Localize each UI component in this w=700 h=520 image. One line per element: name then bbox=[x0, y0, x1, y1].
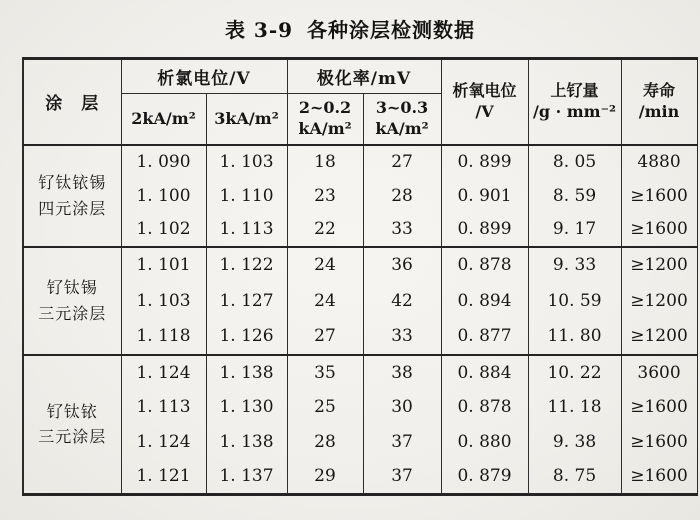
header-ru-loading: 上钌量 /g · mm⁻² bbox=[528, 59, 621, 145]
table-cell: 1. 124 bbox=[121, 425, 206, 460]
table-cell: 38 bbox=[363, 355, 441, 390]
table-cell: 1. 102 bbox=[121, 213, 206, 247]
group-label-ru-ti-ir: 钌钛铱 三元涂层 bbox=[23, 355, 121, 495]
header-polarization: 极化率/mV bbox=[287, 59, 441, 94]
table-cell: 1. 100 bbox=[121, 179, 206, 213]
table-cell: 1. 110 bbox=[206, 179, 287, 213]
table-cell: 1. 101 bbox=[121, 247, 206, 283]
table-cell: 1. 103 bbox=[121, 283, 206, 319]
header-sub-2-02: 2~0.2 kA/m² bbox=[287, 94, 363, 145]
table-cell: 3600 bbox=[621, 355, 697, 390]
table-cell: 22 bbox=[287, 213, 363, 247]
group-label-ru-ti-sn: 钌钛锡 三元涂层 bbox=[23, 247, 121, 355]
table-cell: 0. 901 bbox=[441, 179, 528, 213]
table-cell: 0. 894 bbox=[441, 283, 528, 319]
table-row bbox=[23, 319, 697, 355]
table-cell: 1. 090 bbox=[121, 145, 206, 179]
table-cell: 0. 878 bbox=[441, 247, 528, 283]
table-cell: 23 bbox=[287, 179, 363, 213]
table-cell: ≥1600 bbox=[621, 390, 697, 425]
table-cell: 8. 59 bbox=[528, 179, 621, 213]
table-cell: ≥1200 bbox=[621, 247, 697, 283]
header-coating: 涂 层 bbox=[23, 59, 121, 145]
header-lifetime: 寿命 /min bbox=[621, 59, 697, 145]
table-cell: 24 bbox=[287, 283, 363, 319]
table-cell: ≥1600 bbox=[621, 460, 697, 495]
table-cell: 42 bbox=[363, 283, 441, 319]
table-cell: 1. 138 bbox=[206, 425, 287, 460]
table-cell: 37 bbox=[363, 425, 441, 460]
header-o2-potential: 析氧电位 /V bbox=[441, 59, 528, 145]
table-cell: 1. 113 bbox=[206, 213, 287, 247]
header-sub-2ka: 2kA/m² bbox=[121, 94, 206, 145]
table-cell: 18 bbox=[287, 145, 363, 179]
table-cell: 33 bbox=[363, 319, 441, 355]
table-cell: 1. 103 bbox=[206, 145, 287, 179]
table-cell: 28 bbox=[287, 425, 363, 460]
title-text: 各种涂层检测数据 bbox=[307, 18, 476, 42]
table-cell: 36 bbox=[363, 247, 441, 283]
table-row bbox=[23, 179, 697, 213]
table-cell: 30 bbox=[363, 390, 441, 425]
table-cell: 1. 124 bbox=[121, 355, 206, 390]
table-cell: 1. 122 bbox=[206, 247, 287, 283]
table-cell: 1. 113 bbox=[121, 390, 206, 425]
table-cell: 0. 880 bbox=[441, 425, 528, 460]
table-cell: 11. 18 bbox=[528, 390, 621, 425]
table-row bbox=[23, 355, 697, 390]
table-row bbox=[23, 247, 697, 283]
table-cell: ≥1200 bbox=[621, 283, 697, 319]
table-cell: 9. 38 bbox=[528, 425, 621, 460]
table-cell: 4880 bbox=[621, 145, 697, 179]
table-row bbox=[23, 213, 697, 247]
header-cl-potential: 析氯电位/V bbox=[121, 59, 287, 94]
table-cell: 0. 879 bbox=[441, 460, 528, 495]
table-cell: ≥1600 bbox=[621, 425, 697, 460]
data-table bbox=[22, 57, 698, 496]
table-cell: 0. 899 bbox=[441, 213, 528, 247]
table-cell: 10. 59 bbox=[528, 283, 621, 319]
table-cell: 9. 17 bbox=[528, 213, 621, 247]
table-cell: 9. 33 bbox=[528, 247, 621, 283]
table-cell: 1. 130 bbox=[206, 390, 287, 425]
table-cell: 35 bbox=[287, 355, 363, 390]
table-cell: 28 bbox=[363, 179, 441, 213]
table-cell: 37 bbox=[363, 460, 441, 495]
table-row bbox=[23, 390, 697, 425]
table-cell: 0. 877 bbox=[441, 319, 528, 355]
table-cell: 0. 884 bbox=[441, 355, 528, 390]
table-cell: ≥1200 bbox=[621, 319, 697, 355]
table-cell: ≥1600 bbox=[621, 179, 697, 213]
table-cell: 24 bbox=[287, 247, 363, 283]
table-row bbox=[23, 283, 697, 319]
table-cell: 11. 80 bbox=[528, 319, 621, 355]
table-cell: 27 bbox=[287, 319, 363, 355]
table-cell: ≥1600 bbox=[621, 213, 697, 247]
table-cell: 1. 126 bbox=[206, 319, 287, 355]
table-number: 表 3-9 bbox=[224, 18, 294, 42]
table-cell: 10. 22 bbox=[528, 355, 621, 390]
table-row bbox=[23, 425, 697, 460]
page-title bbox=[0, 14, 700, 43]
table-cell: 27 bbox=[363, 145, 441, 179]
table-cell: 1. 127 bbox=[206, 283, 287, 319]
group-label-quaternary: 钌钛铱锡 四元涂层 bbox=[23, 145, 121, 247]
header-sub-3-03: 3~0.3 kA/m² bbox=[363, 94, 441, 145]
table-cell: 8. 05 bbox=[528, 145, 621, 179]
table-cell: 29 bbox=[287, 460, 363, 495]
table-cell: 1. 118 bbox=[121, 319, 206, 355]
table-cell: 0. 899 bbox=[441, 145, 528, 179]
header-sub-3ka: 3kA/m² bbox=[206, 94, 287, 145]
table-row bbox=[23, 460, 697, 495]
table-cell: 1. 137 bbox=[206, 460, 287, 495]
table-cell: 33 bbox=[363, 213, 441, 247]
table-cell: 8. 75 bbox=[528, 460, 621, 495]
table-row bbox=[23, 145, 697, 179]
table-cell: 0. 878 bbox=[441, 390, 528, 425]
table-cell: 1. 138 bbox=[206, 355, 287, 390]
table-cell: 25 bbox=[287, 390, 363, 425]
table-cell: 1. 121 bbox=[121, 460, 206, 495]
